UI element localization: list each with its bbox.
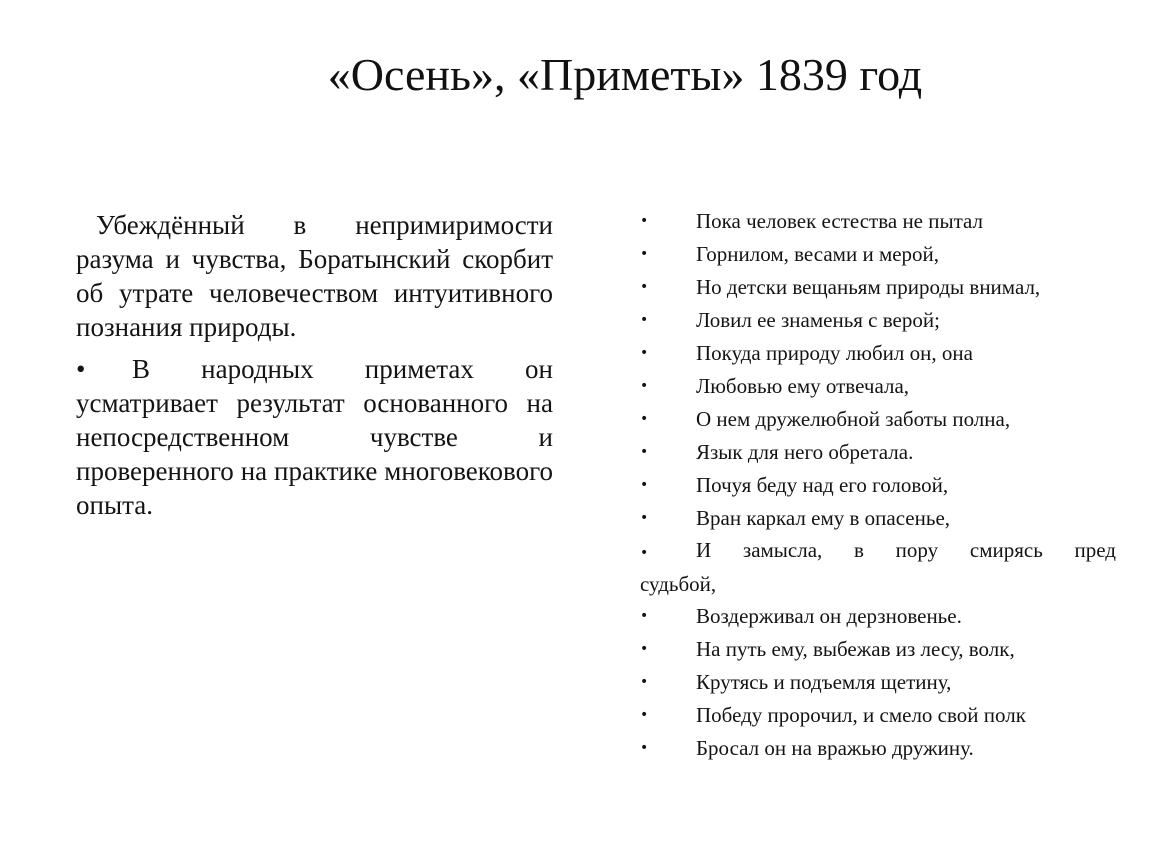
bullet-icon: • xyxy=(640,213,649,229)
poem-block xyxy=(640,205,1116,765)
bullet-icon: • xyxy=(640,312,649,328)
poem-line xyxy=(640,271,1116,304)
poem-line-text: О нем дружелюбной заботы полна, xyxy=(696,407,1011,431)
poem-line-text: Вран каркал ему в опасенье, xyxy=(696,506,951,530)
poem-line-text: Почуя беду над его головой, xyxy=(696,473,949,497)
bullet-icon: • xyxy=(640,378,649,394)
poem-line xyxy=(640,535,1116,600)
bullet-icon: • xyxy=(640,279,649,295)
bullet-icon: • xyxy=(640,246,649,262)
poem-line xyxy=(640,403,1116,436)
bullet-paragraph xyxy=(76,352,553,522)
bullet-icon: • xyxy=(640,411,649,427)
slide-title: «Осень», «Приметы» 1839 год xyxy=(327,49,923,100)
poem-line xyxy=(640,337,1116,370)
poem-line xyxy=(640,370,1116,403)
poem-line-text: Воздерживал он дерзновенье. xyxy=(696,604,962,628)
poem-line-text: На путь ему, выбежав из лесу, волк, xyxy=(696,637,1015,661)
poem-line-text: Пока человек естества не пытал xyxy=(696,209,984,233)
bullet-icon: • xyxy=(76,354,86,384)
poem-line-text: Победу пророчил, и смело свой полк xyxy=(696,703,1026,727)
poem-line-text: Любовью ему отвечала, xyxy=(696,374,910,398)
poem-line xyxy=(640,205,1116,238)
bullet-icon: • xyxy=(640,477,649,493)
intro-paragraph: Убеждённый в непримиримости разума и чувства, Боратынский скорбит об утрате человечеством интуитивного познания природы. xyxy=(76,210,553,342)
poem-line-text: Ловил ее знаменья с верой; xyxy=(696,308,940,332)
poem-line-text: Покуда природу любил он, она xyxy=(696,341,973,365)
left-text-block xyxy=(76,208,553,530)
bullet-icon: • xyxy=(640,608,649,624)
poem-line xyxy=(640,469,1116,502)
bullet-icon: • xyxy=(640,345,649,361)
bullet-icon: • xyxy=(640,674,649,690)
poem-line-text: И замысла, в пору смирясь пред судьбой, xyxy=(640,538,1116,596)
poem-line xyxy=(640,238,1116,271)
poem-line xyxy=(640,666,1116,699)
poem-line xyxy=(640,699,1116,732)
poem-line-text: Горнилом, весами и мерой, xyxy=(696,242,940,266)
bullet-icon: • xyxy=(640,444,649,460)
poem-line-text: Но детски вещаньям природы внимал, xyxy=(696,275,1041,299)
poem-line-text: Бросал он на вражью дружину. xyxy=(696,736,974,760)
poem-line-text: Крутясь и подъемля щетину, xyxy=(696,670,952,694)
bullet-icon: • xyxy=(640,545,649,561)
poem-line xyxy=(640,502,1116,535)
bullet-icon: • xyxy=(640,641,649,657)
poem-line xyxy=(640,732,1116,765)
poem-line xyxy=(640,304,1116,337)
bullet-icon: • xyxy=(640,510,649,526)
poem-line xyxy=(640,600,1116,633)
poem-line-text: Язык для него обретала. xyxy=(696,440,914,464)
bullet-icon: • xyxy=(640,740,649,756)
bullet-paragraph-text: В народных приметах он усматривает результат основанного на непосредственном чувстве и проверенного на практике многовекового опыта. xyxy=(76,354,553,520)
poem-line xyxy=(640,633,1116,666)
bullet-icon: • xyxy=(640,707,649,723)
poem-line xyxy=(640,436,1116,469)
